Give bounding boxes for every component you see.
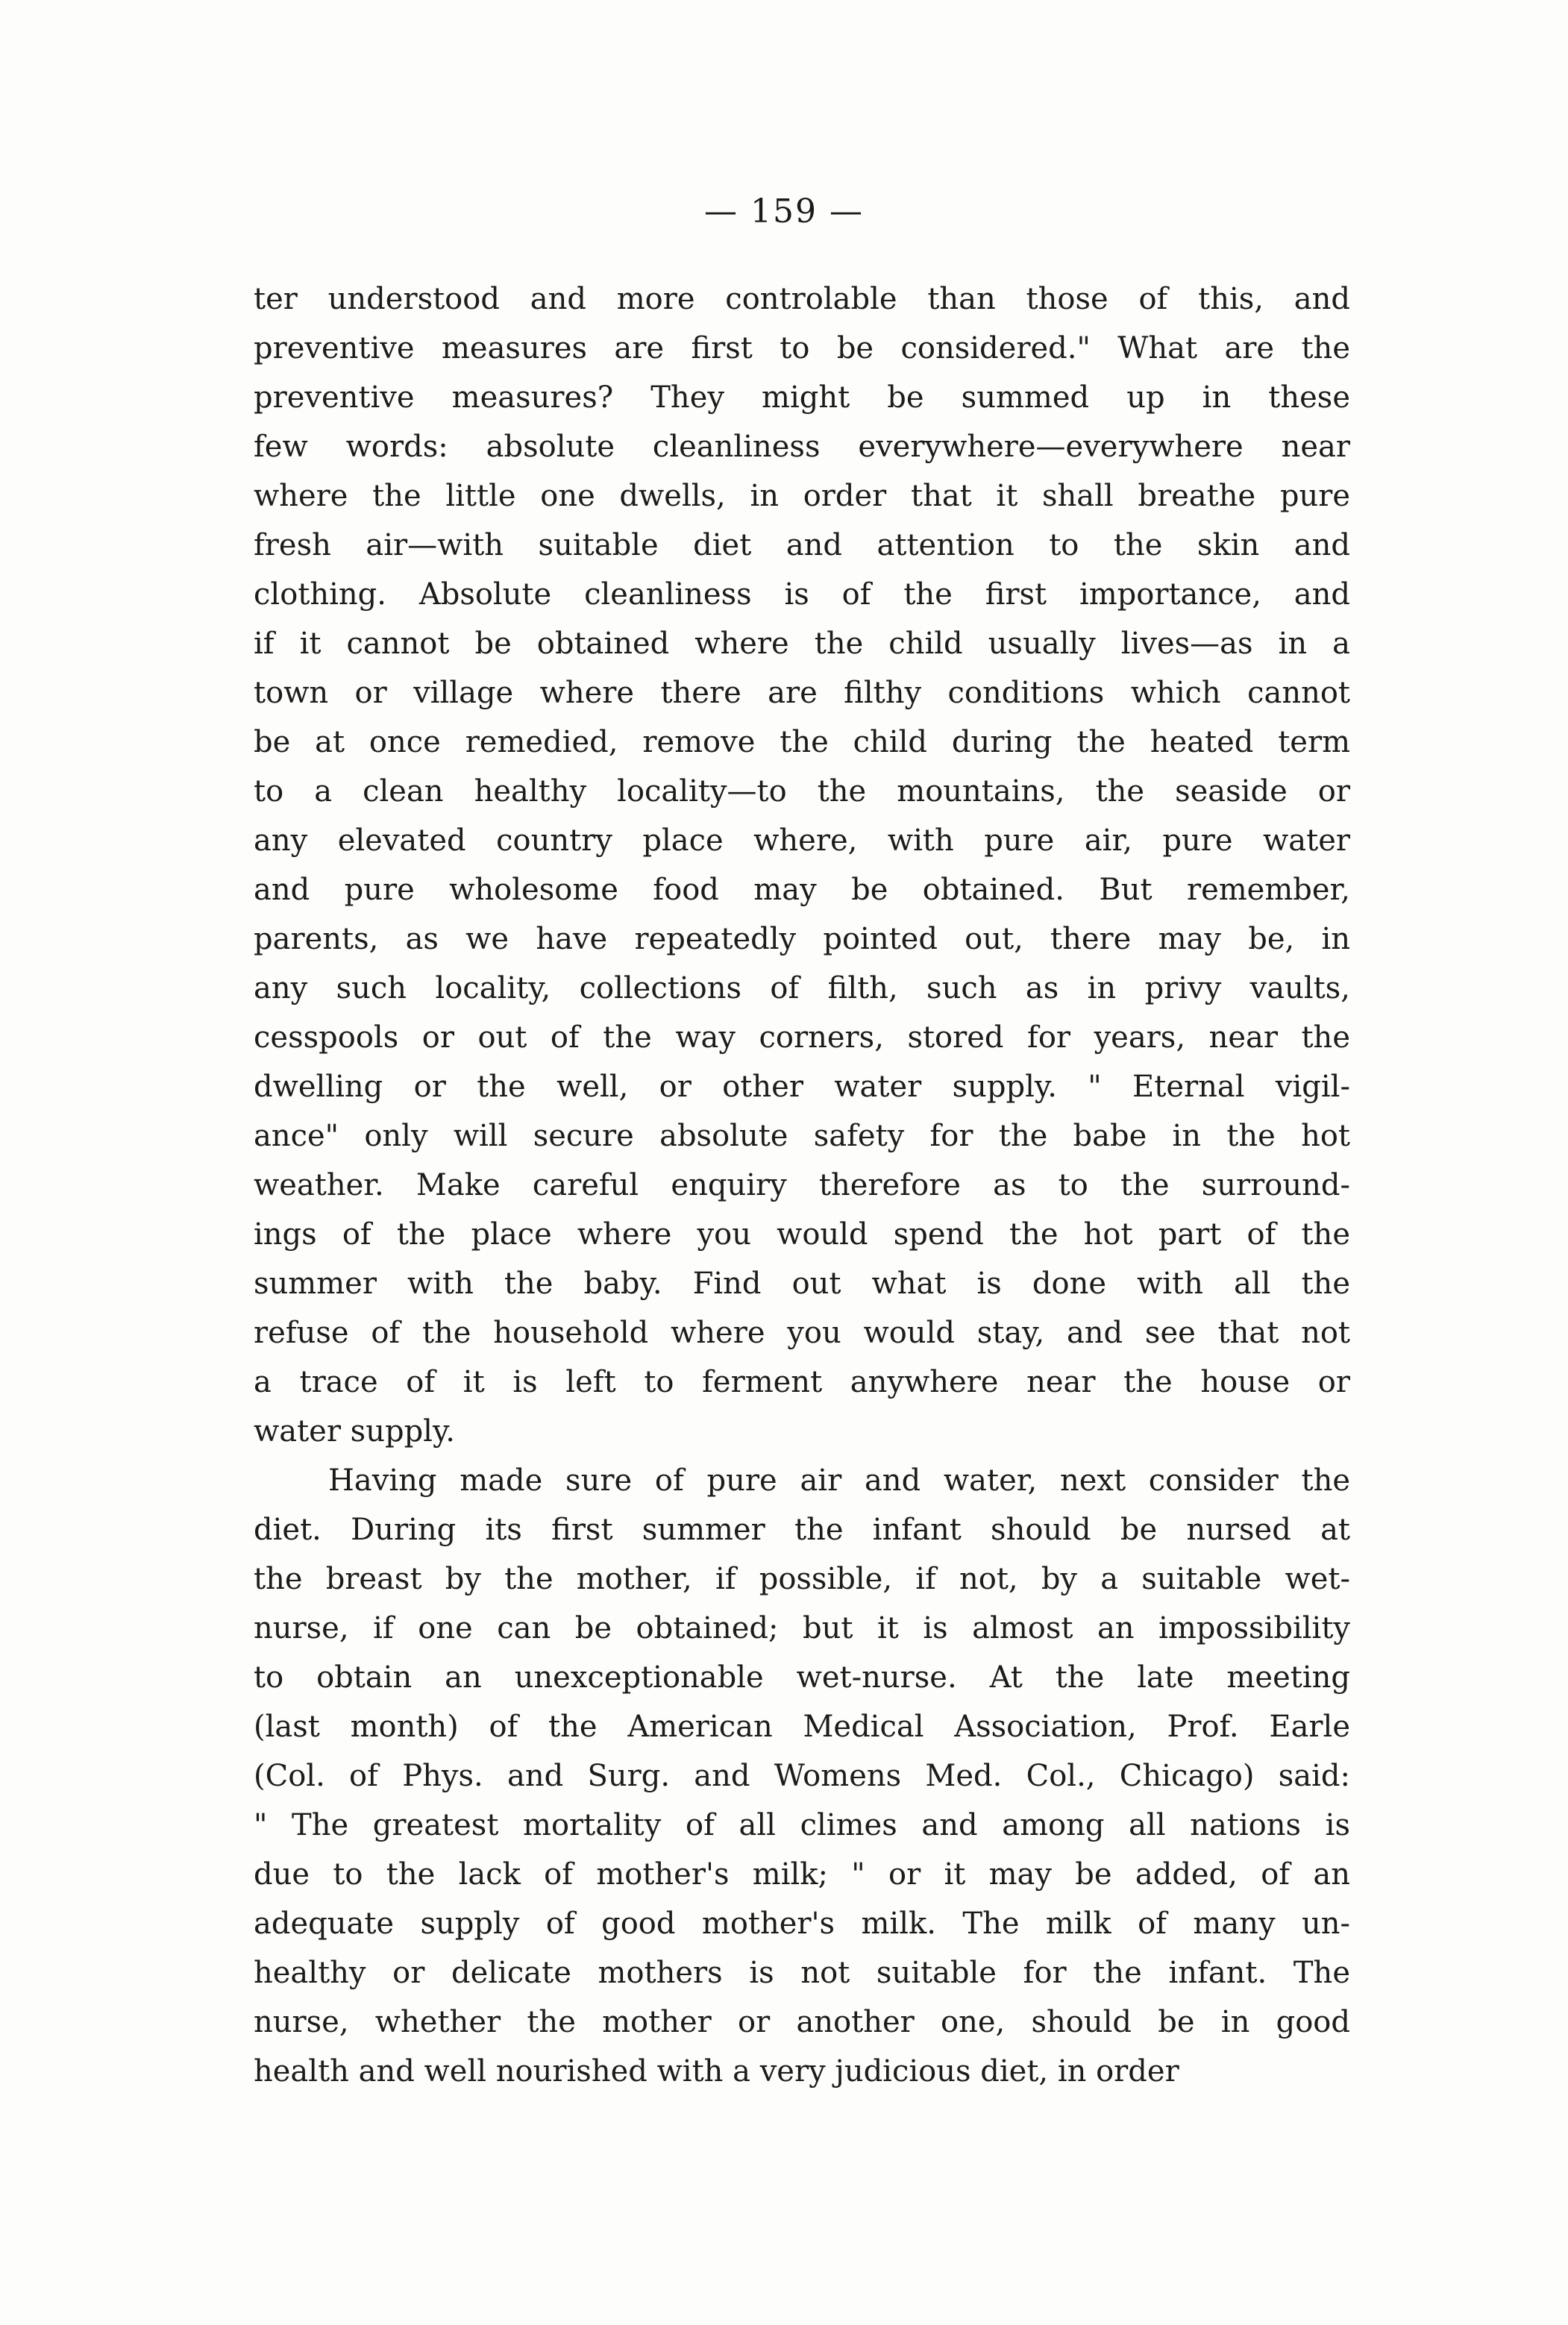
text-line: any elevated country place where, with pure air, pure water (254, 823, 1350, 858)
text-line: and pure wholesome food may be obtained. But remember, (254, 873, 1350, 907)
text-line: the breast by the mother, if possible, if not, by a suitable wet- (254, 1562, 1350, 1596)
text-line: (last month) of the American Medical Association, Prof. Earle (254, 1710, 1350, 1744)
text-line: adequate supply of good mother's milk. The milk of many un- (254, 1907, 1350, 1941)
text-line: ings of the place where you would spend the hot part of the (254, 1217, 1350, 1252)
text-line: Having made sure of pure air and water, next consider the (328, 1463, 1350, 1498)
text-line: preventive measures? They might be summed up in these (254, 380, 1350, 415)
text-line: ance" only will secure absolute safety for the babe in the hot (254, 1119, 1350, 1153)
body-text (254, 274, 1350, 2096)
text-line: a trace of it is left to ferment anywhere near the house or (254, 1365, 1350, 1399)
text-line: health and well nourished with a very judicious diet, in order (254, 2054, 1179, 2089)
text-line: (Col. of Phys. and Surg. and Womens Med. Col., Chicago) said: (254, 1759, 1350, 1793)
text-line: water supply. (254, 1414, 455, 1449)
text-line: diet. During its first summer the infant should be nursed at (254, 1513, 1350, 1547)
text-line: summer with the baby. Find out what is done with all the (254, 1267, 1350, 1301)
text-line: to obtain an unexceptionable wet-nurse. At the late meeting (254, 1660, 1350, 1695)
text-line: dwelling or the well, or other water supply. " Eternal vigil- (254, 1070, 1350, 1104)
text-line: be at once remedied, remove the child during the heated term (254, 725, 1350, 759)
text-line: nurse, whether the mother or another one, should be in good (254, 2005, 1350, 2039)
text-line: parents, as we have repeatedly pointed out, there may be, in (254, 922, 1350, 956)
text-line: refuse of the household where you would stay, and see that not (254, 1316, 1350, 1350)
text-line: to a clean healthy locality—to the mountains, the seaside or (254, 774, 1350, 809)
text-line: where the little one dwells, in order that it shall breathe pure (254, 479, 1350, 513)
text-line: ter understood and more controlable than those of this, and (254, 282, 1350, 316)
text-line: preventive measures are first to be considered." What are the (254, 331, 1350, 365)
text-line: any such locality, collections of filth, such as in privy vaults, (254, 971, 1350, 1005)
text-line: town or village where there are filthy conditions which cannot (254, 676, 1350, 710)
text-line: few words: absolute cleanliness everywhere—everywhere near (254, 430, 1350, 464)
text-line: healthy or delicate mothers is not suitable for the infant. The (254, 1956, 1350, 1990)
text-line: fresh air—with suitable diet and attention to the skin and (254, 528, 1350, 562)
text-line: if it cannot be obtained where the child usually lives—as in a (254, 627, 1350, 661)
text-line: due to the lack of mother's milk; " or it may be added, of an (254, 1857, 1350, 1892)
text-line: clothing. Absolute cleanliness is of the first importance, and (254, 577, 1350, 612)
page-number: — 159 — (704, 192, 864, 230)
text-line: nurse, if one can be obtained; but it is almost an impossibility (254, 1611, 1350, 1645)
text-line: cesspools or out of the way corners, stored for years, near the (254, 1020, 1350, 1055)
text-line: " The greatest mortality of all climes and among all nations is (254, 1808, 1350, 1842)
text-line: weather. Make careful enquiry therefore as to the surround- (254, 1168, 1350, 1202)
